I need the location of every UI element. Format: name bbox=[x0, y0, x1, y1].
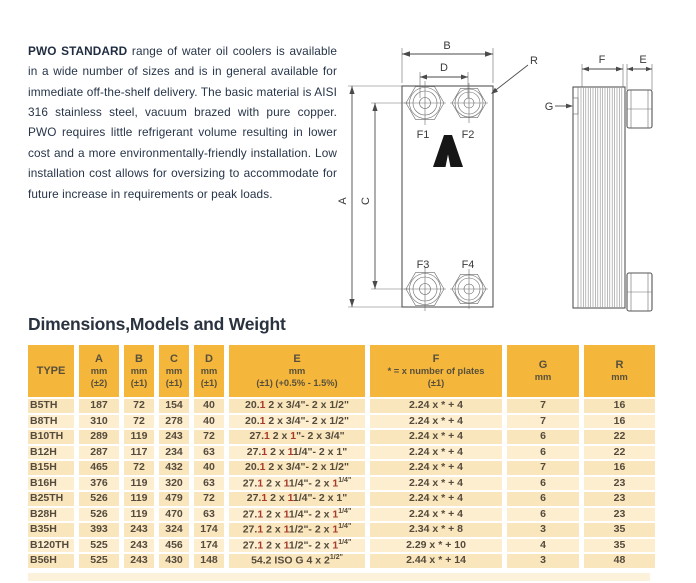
header-g: G mm bbox=[507, 345, 579, 397]
cell-d-B35H: 174 bbox=[194, 523, 224, 537]
cell-type-B25TH: B25TH bbox=[28, 492, 74, 506]
port-f1-label: F1 bbox=[416, 129, 430, 141]
dim-g-label: G bbox=[544, 101, 554, 113]
cell-e-B25TH: 27.1 2 x 11/4"- 2 x 1" bbox=[229, 492, 365, 506]
cell-b-B120TH: 243 bbox=[124, 539, 154, 553]
cell-a-B56H: 525 bbox=[79, 554, 119, 568]
header-e: E mm (±1) (+0.5% - 1.5%) bbox=[229, 345, 365, 397]
cell-f-B15H: 2.24 x * + 4 bbox=[370, 461, 502, 475]
cell-a-B35H: 393 bbox=[79, 523, 119, 537]
dim-r-label: R bbox=[530, 55, 538, 67]
cell-g-B15H: 7 bbox=[507, 461, 579, 475]
cell-b-B8TH: 72 bbox=[124, 415, 154, 429]
cell-f-B25TH: 2.24 x * + 4 bbox=[370, 492, 502, 506]
dim-b-label: B bbox=[443, 40, 451, 52]
cell-d-B25TH: 72 bbox=[194, 492, 224, 506]
cell-b-B28H: 119 bbox=[124, 508, 154, 522]
dim-c-label: C bbox=[360, 197, 372, 205]
dim-a-label: A bbox=[337, 197, 349, 205]
cell-a-B15H: 465 bbox=[79, 461, 119, 475]
port-f2-label: F2 bbox=[461, 129, 475, 141]
cell-r-B16H: 23 bbox=[584, 477, 655, 491]
dim-f-label: F bbox=[598, 54, 606, 66]
intro-body: range of water oil coolers is available in a wide number of sizes and is in general available for immediate off-the-shelf delivery. The basic material is AISI 316 stainless steel, vacuum brazed with pure copper. PWO requires little refrigerant volume resulting in lower cost and a more environmentally-friendly installation. Low installation cost allows for oversizing to accommodate for future increase in requirements or peak loads. bbox=[28, 43, 337, 201]
cell-type-B56H: B56H bbox=[28, 554, 74, 568]
cell-type-B15H: B15H bbox=[28, 461, 74, 475]
table-partial-row bbox=[28, 573, 650, 581]
port-f3-label: F3 bbox=[416, 259, 430, 271]
cell-type-B120TH: B120TH bbox=[28, 539, 74, 553]
section-title: Dimensions,Models and Weight bbox=[28, 314, 286, 334]
cell-a-B12H: 287 bbox=[79, 446, 119, 460]
cell-c-B8TH: 278 bbox=[159, 415, 189, 429]
cell-f-B28H: 2.24 x * + 4 bbox=[370, 508, 502, 522]
cell-e-B8TH: 20.1 2 x 3/4"- 2 x 1/2" bbox=[229, 415, 365, 429]
cell-type-B28H: B28H bbox=[28, 508, 74, 522]
cell-c-B12H: 234 bbox=[159, 446, 189, 460]
cell-g-B10TH: 6 bbox=[507, 430, 579, 444]
cell-b-B16H: 119 bbox=[124, 477, 154, 491]
header-type: TYPE bbox=[28, 345, 74, 397]
cell-b-B56H: 243 bbox=[124, 554, 154, 568]
cell-g-B8TH: 7 bbox=[507, 415, 579, 429]
cell-g-B28H: 6 bbox=[507, 508, 579, 522]
header-r: R mm bbox=[584, 345, 655, 397]
cell-a-B120TH: 525 bbox=[79, 539, 119, 553]
cell-f-B16H: 2.24 x * + 4 bbox=[370, 477, 502, 491]
cell-e-B10TH: 27.1 2 x 1"- 2 x 3/4" bbox=[229, 430, 365, 444]
dimensions-table bbox=[28, 345, 655, 568]
cell-d-B56H: 148 bbox=[194, 554, 224, 568]
cell-g-B120TH: 4 bbox=[507, 539, 579, 553]
cell-a-B8TH: 310 bbox=[79, 415, 119, 429]
cell-e-B28H: 27.1 2 x 11/4"- 2 x $1^{1/4"}$ bbox=[229, 508, 365, 522]
cell-a-B10TH: 289 bbox=[79, 430, 119, 444]
cell-c-B15H: 432 bbox=[159, 461, 189, 475]
cell-e-B12H: 27.1 2 x 11/4"- 2 x 1" bbox=[229, 446, 365, 460]
cell-e-B16H: 27.1 2 x 11/4"- 2 x $1^{1/4"}$ bbox=[229, 477, 365, 491]
cell-c-B28H: 470 bbox=[159, 508, 189, 522]
cell-f-B5TH: 2.24 x * + 4 bbox=[370, 399, 502, 413]
cell-f-B10TH: 2.24 x * + 4 bbox=[370, 430, 502, 444]
intro-lead: PWO STANDARD bbox=[28, 43, 128, 58]
cell-a-B16H: 376 bbox=[79, 477, 119, 491]
cell-r-B120TH: 35 bbox=[584, 539, 655, 553]
cell-b-B15H: 72 bbox=[124, 461, 154, 475]
cell-c-B10TH: 243 bbox=[159, 430, 189, 444]
dim-d-label: D bbox=[440, 62, 448, 74]
cell-type-B16H: B16H bbox=[28, 477, 74, 491]
cell-b-B35H: 243 bbox=[124, 523, 154, 537]
cell-r-B25TH: 23 bbox=[584, 492, 655, 506]
cell-b-B12H: 117 bbox=[124, 446, 154, 460]
cell-type-B12H: B12H bbox=[28, 446, 74, 460]
intro-paragraph bbox=[28, 41, 337, 204]
cell-r-B56H: 48 bbox=[584, 554, 655, 568]
cell-a-B5TH: 187 bbox=[79, 399, 119, 413]
cell-r-B5TH: 16 bbox=[584, 399, 655, 413]
cell-b-B25TH: 119 bbox=[124, 492, 154, 506]
cell-f-B35H: 2.34 x * + 8 bbox=[370, 523, 502, 537]
cell-a-B25TH: 526 bbox=[79, 492, 119, 506]
header-f: F * = x number of plates (±1) bbox=[370, 345, 502, 397]
cell-f-B120TH: 2.29 x * + 10 bbox=[370, 539, 502, 553]
cell-r-B10TH: 22 bbox=[584, 430, 655, 444]
cell-type-B8TH: B8TH bbox=[28, 415, 74, 429]
cell-d-B10TH: 72 bbox=[194, 430, 224, 444]
front-view-drawing bbox=[335, 5, 545, 320]
cell-g-B25TH: 6 bbox=[507, 492, 579, 506]
cell-d-B28H: 63 bbox=[194, 508, 224, 522]
cell-e-B56H: 54.2 ISO G 4 x $2^{1/2"}$ bbox=[229, 554, 365, 568]
cell-d-B15H: 40 bbox=[194, 461, 224, 475]
cell-g-B56H: 3 bbox=[507, 554, 579, 568]
cell-c-B25TH: 479 bbox=[159, 492, 189, 506]
cell-a-B28H: 526 bbox=[79, 508, 119, 522]
cell-d-B120TH: 174 bbox=[194, 539, 224, 553]
cell-f-B56H: 2.44 x * + 14 bbox=[370, 554, 502, 568]
cell-d-B16H: 63 bbox=[194, 477, 224, 491]
cell-f-B12H: 2.24 x * + 4 bbox=[370, 446, 502, 460]
cell-d-B8TH: 40 bbox=[194, 415, 224, 429]
cell-r-B12H: 22 bbox=[584, 446, 655, 460]
cell-c-B120TH: 456 bbox=[159, 539, 189, 553]
header-d: D mm (±1) bbox=[194, 345, 224, 397]
cell-r-B28H: 23 bbox=[584, 508, 655, 522]
cell-c-B16H: 320 bbox=[159, 477, 189, 491]
cell-d-B5TH: 40 bbox=[194, 399, 224, 413]
dim-e-label: E bbox=[639, 54, 647, 66]
cell-b-B10TH: 119 bbox=[124, 430, 154, 444]
cell-type-B5TH: B5TH bbox=[28, 399, 74, 413]
cell-g-B35H: 3 bbox=[507, 523, 579, 537]
cell-c-B35H: 324 bbox=[159, 523, 189, 537]
cell-e-B120TH: 27.1 2 x 11/2"- 2 x $1^{1/4"}$ bbox=[229, 539, 365, 553]
cell-f-B8TH: 2.24 x * + 4 bbox=[370, 415, 502, 429]
header-a: A mm (±2) bbox=[79, 345, 119, 397]
cell-r-B15H: 16 bbox=[584, 461, 655, 475]
cell-g-B12H: 6 bbox=[507, 446, 579, 460]
header-b: B mm (±1) bbox=[124, 345, 154, 397]
cell-c-B5TH: 154 bbox=[159, 399, 189, 413]
cell-e-B5TH: 20.1 2 x 3/4"- 2 x 1/2" bbox=[229, 399, 365, 413]
side-view-drawing bbox=[530, 5, 696, 320]
port-f4-label: F4 bbox=[461, 259, 475, 271]
cell-r-B35H: 35 bbox=[584, 523, 655, 537]
header-c: C mm (±1) bbox=[159, 345, 189, 397]
cell-g-B5TH: 7 bbox=[507, 399, 579, 413]
cell-d-B12H: 63 bbox=[194, 446, 224, 460]
cell-e-B35H: 27.1 2 x 11/2"- 2 x $1^{1/4"}$ bbox=[229, 523, 365, 537]
cell-e-B15H: 20.1 2 x 3/4"- 2 x 1/2" bbox=[229, 461, 365, 475]
cell-b-B5TH: 72 bbox=[124, 399, 154, 413]
cell-type-B10TH: B10TH bbox=[28, 430, 74, 444]
cell-g-B16H: 6 bbox=[507, 477, 579, 491]
cell-c-B56H: 430 bbox=[159, 554, 189, 568]
cell-type-B35H: B35H bbox=[28, 523, 74, 537]
cell-r-B8TH: 16 bbox=[584, 415, 655, 429]
